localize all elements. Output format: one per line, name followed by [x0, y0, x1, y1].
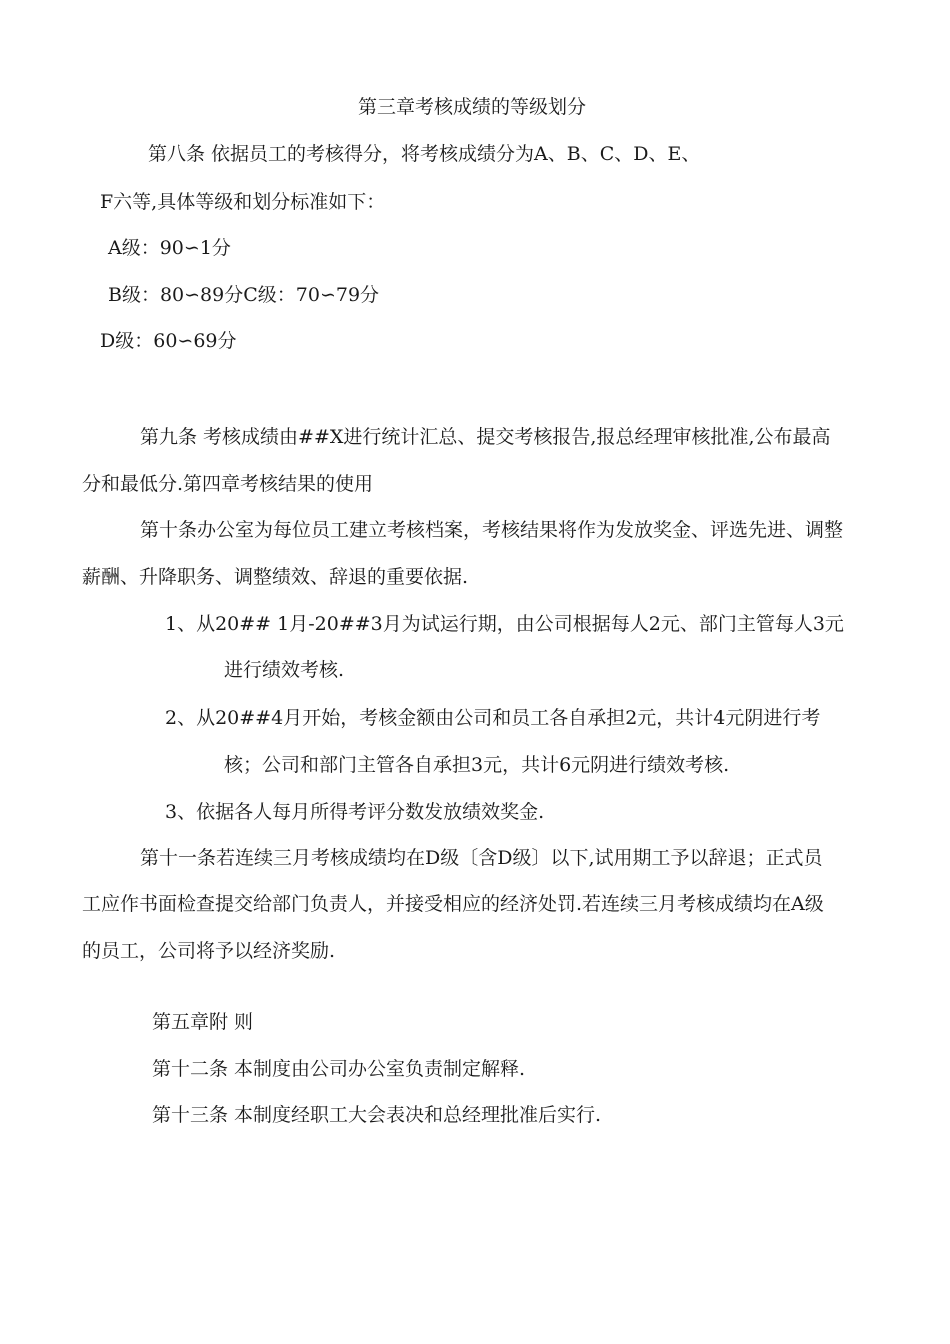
grade-b-c: B级：80∽89分C级：70∽79分 [108, 284, 380, 306]
article-13: 第十三条 本制度经职工大会表决和总经理批准后实行. [152, 1104, 602, 1126]
article-10-line-1: 第十条办公室为每位员工建立考核档案，考核结果将作为发放奖金、评选先进、调整 [140, 519, 844, 541]
chapter-3-title: 第三章考核成绩的等级划分 [358, 96, 587, 118]
article-12: 第十二条 本制度由公司办公室负责制定解释. [152, 1058, 526, 1080]
article-9-line-2: 分和最低分.第四章考核结果的使用 [82, 473, 374, 495]
article-10-line-2: 薪酬、升降职务、调整绩效、辞退的重要依据. [82, 566, 469, 588]
article-9-line-1: 第九条 考核成绩由##X进行统计汇总、提交考核报告,报总经理审核批准,公布最高 [140, 426, 831, 448]
article-10-item-2-line-1: 2、从20##4月开始，考核金额由公司和员工各自承担2元，共计4元阴进行考 [165, 707, 821, 729]
article-11-line-1: 第十一条若连续三月考核成绩均在D级〔含D级〕以下,试用期工予以辞退；正式员 [140, 847, 823, 869]
article-10-item-3: 3、依据各人每月所得考评分数发放绩效奖金. [165, 801, 545, 823]
article-10-item-1-line-2: 进行绩效考核. [224, 659, 345, 681]
article-8-line-1: 第八条 依据员工的考核得分，将考核成绩分为A、B、C、D、E、 [148, 143, 701, 165]
article-10-item-2-line-2: 核；公司和部门主管各自承担3元，共计6元阴进行绩效考核. [224, 754, 730, 776]
article-11-line-2: 工应作书面检查提交给部门负责人，并接受相应的经济处罚.若连续三月考核成绩均在A级 [82, 893, 824, 915]
grade-d: D级：60∽69分 [100, 330, 237, 352]
grade-a: A级：90∽1分 [108, 237, 231, 259]
article-8-line-2: F六等,具体等级和划分标准如下： [100, 191, 386, 213]
chapter-5-title: 第五章附 则 [152, 1011, 254, 1033]
article-10-item-1-line-1: 1、从20## 1月-20##3月为试运行期，由公司根据每人2元、部门主管每人3元 [165, 613, 844, 635]
article-11-line-3: 的员工，公司将予以经济奖励. [82, 940, 336, 962]
